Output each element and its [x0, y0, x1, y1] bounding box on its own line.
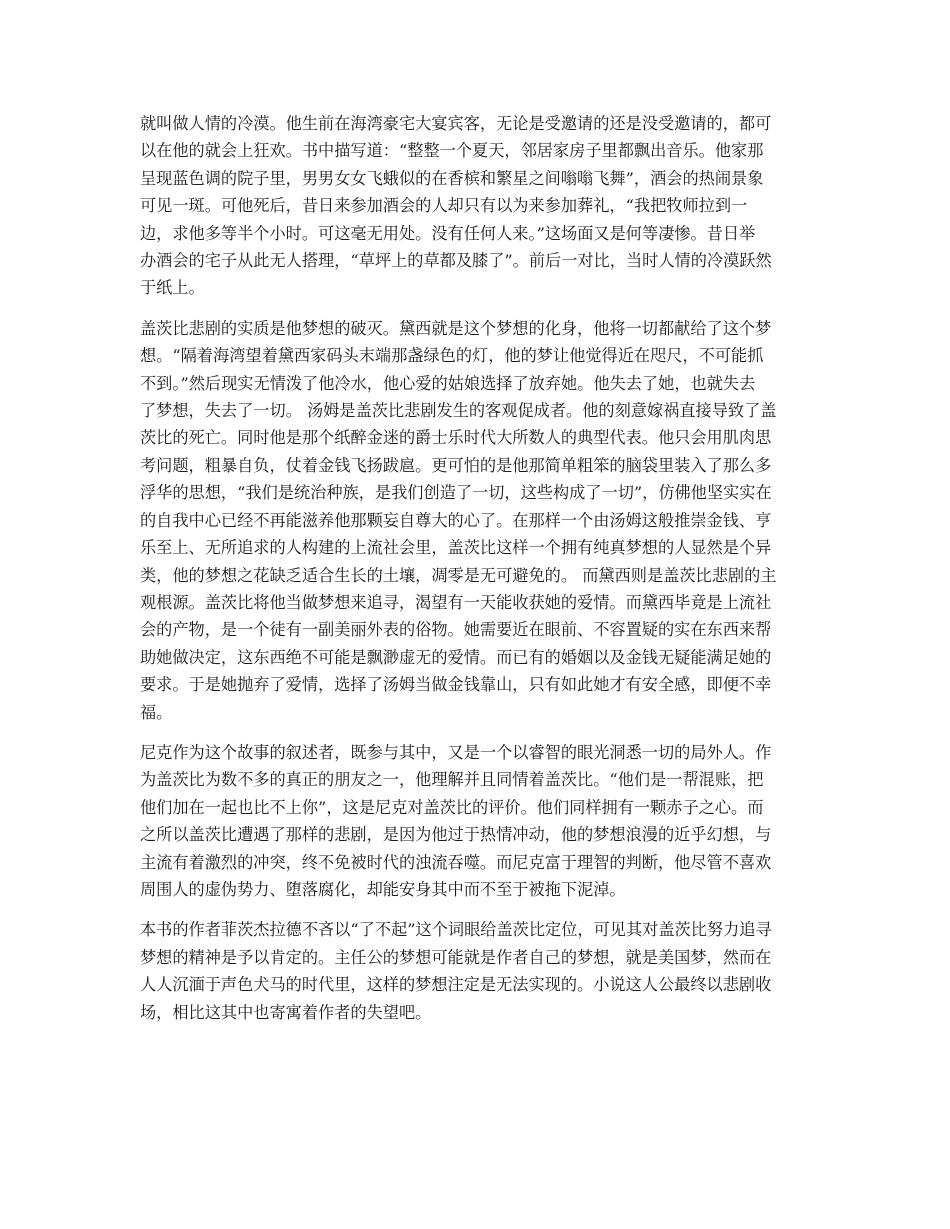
paragraph-dream-shattered: 盖茨比悲剧的实质是他梦想的破灭。黛西就是这个梦想的化身，他将一切都献给了这个梦 想。“隔着海湾望着黛西家码头末端那盏绿色的灯，他的梦让他觉得近在咫尺，不可能抓 不到。”然后现实无情泼了他冷水，他心爱的姑娘选择了放弃她。他失去了她，也就失去 了梦想，失去了一切。 汤姆是盖茨比悲剧发生的客观促成者。他的刻意嫁祸直接导致了盖 茨比的死亡。同时他是那个纸醉金迷的爵士乐时代大所数人的典型代表。他只会用肌肉思 考问题，粗暴自负，仗着金钱飞扬跋扈。更可怕的是他那简单粗笨的脑袋里装入了那么多 浮华的思想，“我们是统治种族，是我们创造了一切，这些构成了一切”，仿佛他坚实实在 的自我中心已经不再能滋养他那颗妄自尊大的心了。在那样一个由汤姆这般推崇金钱、亨 乐至上、无所追求的人构建的上流社会里，盖茨比这样一个拥有纯真梦想的人显然是个异 类，他的梦想之花缺乏适合生长的土壤，凋零是无可避免的。 而黛西则是盖茨比悲剧的主 观根源。盖茨比将他当做梦想来追寻，渴望有一天能收获她的爱情。而黛西毕竟是上流社 会的产物，是一个徒有一副美丽外表的俗物。她需要近在眼前、不容置疑的实在东西来帮 助她做决定，这东西绝不可能是飘渺虚无的爱情。而已有的婚姻以及金钱无疑能满足她的 要求。于是她抛弃了爱情，选择了汤姆当做金钱靠山，只有如此她才有安全感，即便不幸 福。	[140, 318, 777, 722]
document-body	[140, 110, 812, 1039]
paragraph-social-indifference: 就叫做人情的冷漠。他生前在海湾豪宅大宴宾客，无论是受邀请的还是没受邀请的，都可 以在他的就会上狂欢。书中描写道：“整整一个夏天，邻居家房子里都飘出音乐。他家那 呈现蓝色调的院子里，男男女女飞蛾似的在香槟和繁星之间嗡嗡飞舞”，酒会的热闹景象 可见一斑。可他死后，昔日来参加酒会的人却只有以为来参加葬礼，“我把牧师拉到一 边，求他多等半个小时。可这毫无用处。没有任何人来。”这场面又是何等凄惨。昔日举 办酒会的宅子从此无人搭理，“草坪上的草都及膝了”。前后一对比，当时人情的冷漠跃然 于纸上。	[140, 114, 772, 298]
paragraph-author-view: 本书的作者菲茨杰拉德不吝以“了不起”这个词眼给盖茨比定位，可见其对盖茨比努力追寻 梦想的精神是予以肯定的。主任公的梦想可能就是作者自己的梦想，就是美国梦，然而在 人人沉湎于声色犬马的时代里，这样的梦想注定是无法实现的。小说这人公最终以悲剧收 场，相比这其中也寄寓着作者的失望吧。	[140, 920, 772, 1022]
paragraph-nick-narrator: 尼克作为这个故事的叙述者，既参与其中，又是一个以睿智的眼光洞悉一切的局外人。作 为盖茨比为数不多的真正的朋友之一，他理解并且同情着盖茨比。“他们是一帮混账，把 他们加在一起也比不上你”，这是尼克对盖茨比的评价。他们同样拥有一颗赤子之心。而 之所以盖茨比遭遇了那样的悲剧，是因为他过于热情冲动，他的梦想浪漫的近乎幻想，与 主流有着激烈的冲突，终不免被时代的浊流吞噬。而尼克富于理智的判断，他尽管不喜欢 周围人的虚伪势力、堕落腐化，却能安身其中而不至于被拖下泥淖。	[140, 742, 772, 899]
